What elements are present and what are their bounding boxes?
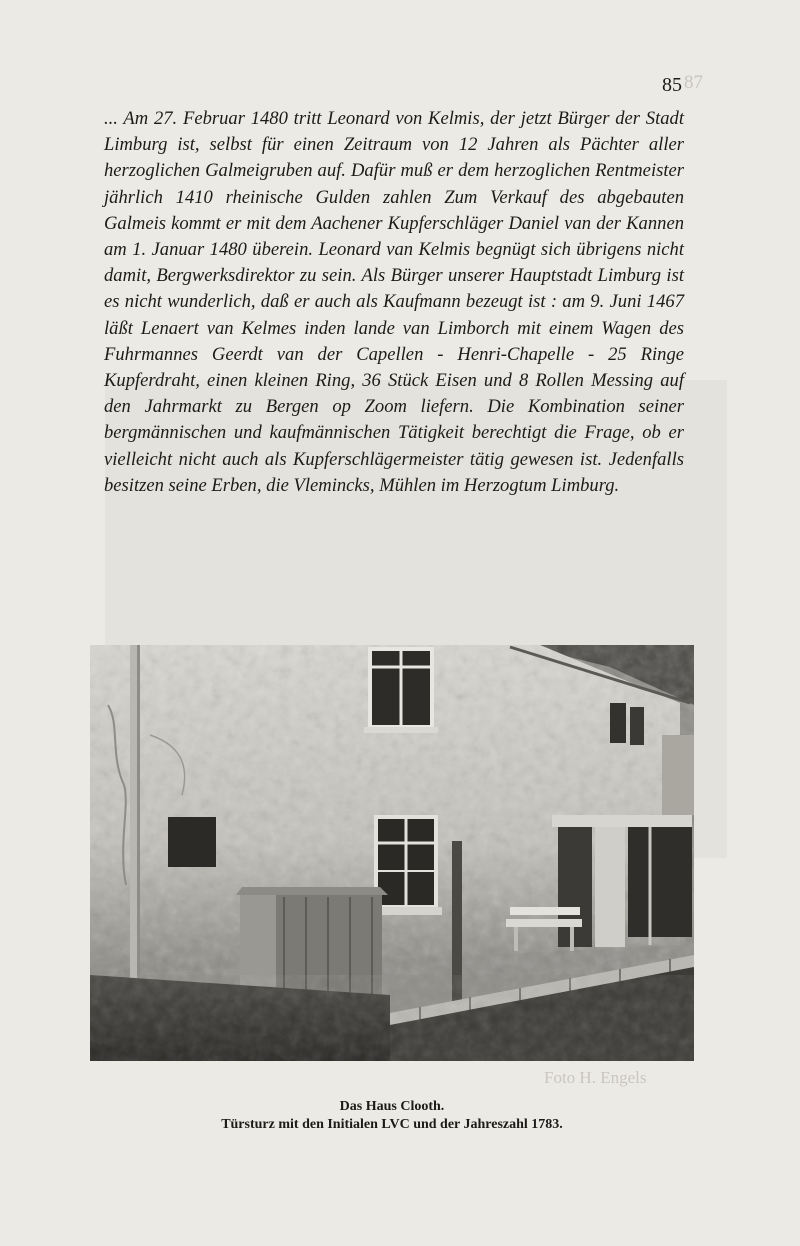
house-photograph xyxy=(90,645,694,1061)
show-through-credit: Foto H. Engels xyxy=(544,1068,647,1087)
body-paragraph: ... Am 27. Februar 1480 tritt Leonard von Kelmis, der jetzt Bürger der Stadt Limburg ist, selbst für einen Zeitraum von 12 Jahren als Pächter aller herzoglichen Galmeigruben auf. Dafür muß er dem herzoglichen Rentmeister jährlich 1410 rheinische Gulden zahlen Zum Verkauf des abgebauten Galmeis kommt er mit dem Aachener Kupferschläger Daniel van der Kannen am 1. Januar 1480 überein. Leonard van Kelmis begnügt sich übrigens nicht damit, Bergwerksdirektor zu sein. Als Bürger unserer Hauptstadt Limburg ist es nicht wunderlich, daß er auch als Kaufmann bezeugt ist : am 9. Juni 1467 läßt Lenaert van Kelmes inden lande van Limborch mit einem Wagen des Fuhrmannes Geerdt van der Capellen - Henri-Chapelle - 25 Ringe Kupferdraht, einen kleinen Ring, 36 Stück Eisen und 8 Rollen Messing auf den Jahrmarkt zu Bergen op Zoom liefern. Die Kombination seiner bergmännischen und kaufmännischen Tätigkeit berechtigt die Frage, ob er vielleicht nicht auch als Kupferschlägermeister tätig gewesen ist. Jedenfalls besitzen seine Erben, die Vlemincks, Mühlen im Herzogtum Limburg. xyxy=(104,108,684,496)
caption-subtitle: Türsturz mit den Initialen LVC und der Jahreszahl 1783. xyxy=(221,1117,563,1132)
show-through-page-number: 87 xyxy=(684,72,703,93)
caption-title: Das Haus Clooth. xyxy=(339,1099,445,1114)
page-number: 85 xyxy=(662,74,682,96)
photo-caption xyxy=(90,1098,694,1134)
